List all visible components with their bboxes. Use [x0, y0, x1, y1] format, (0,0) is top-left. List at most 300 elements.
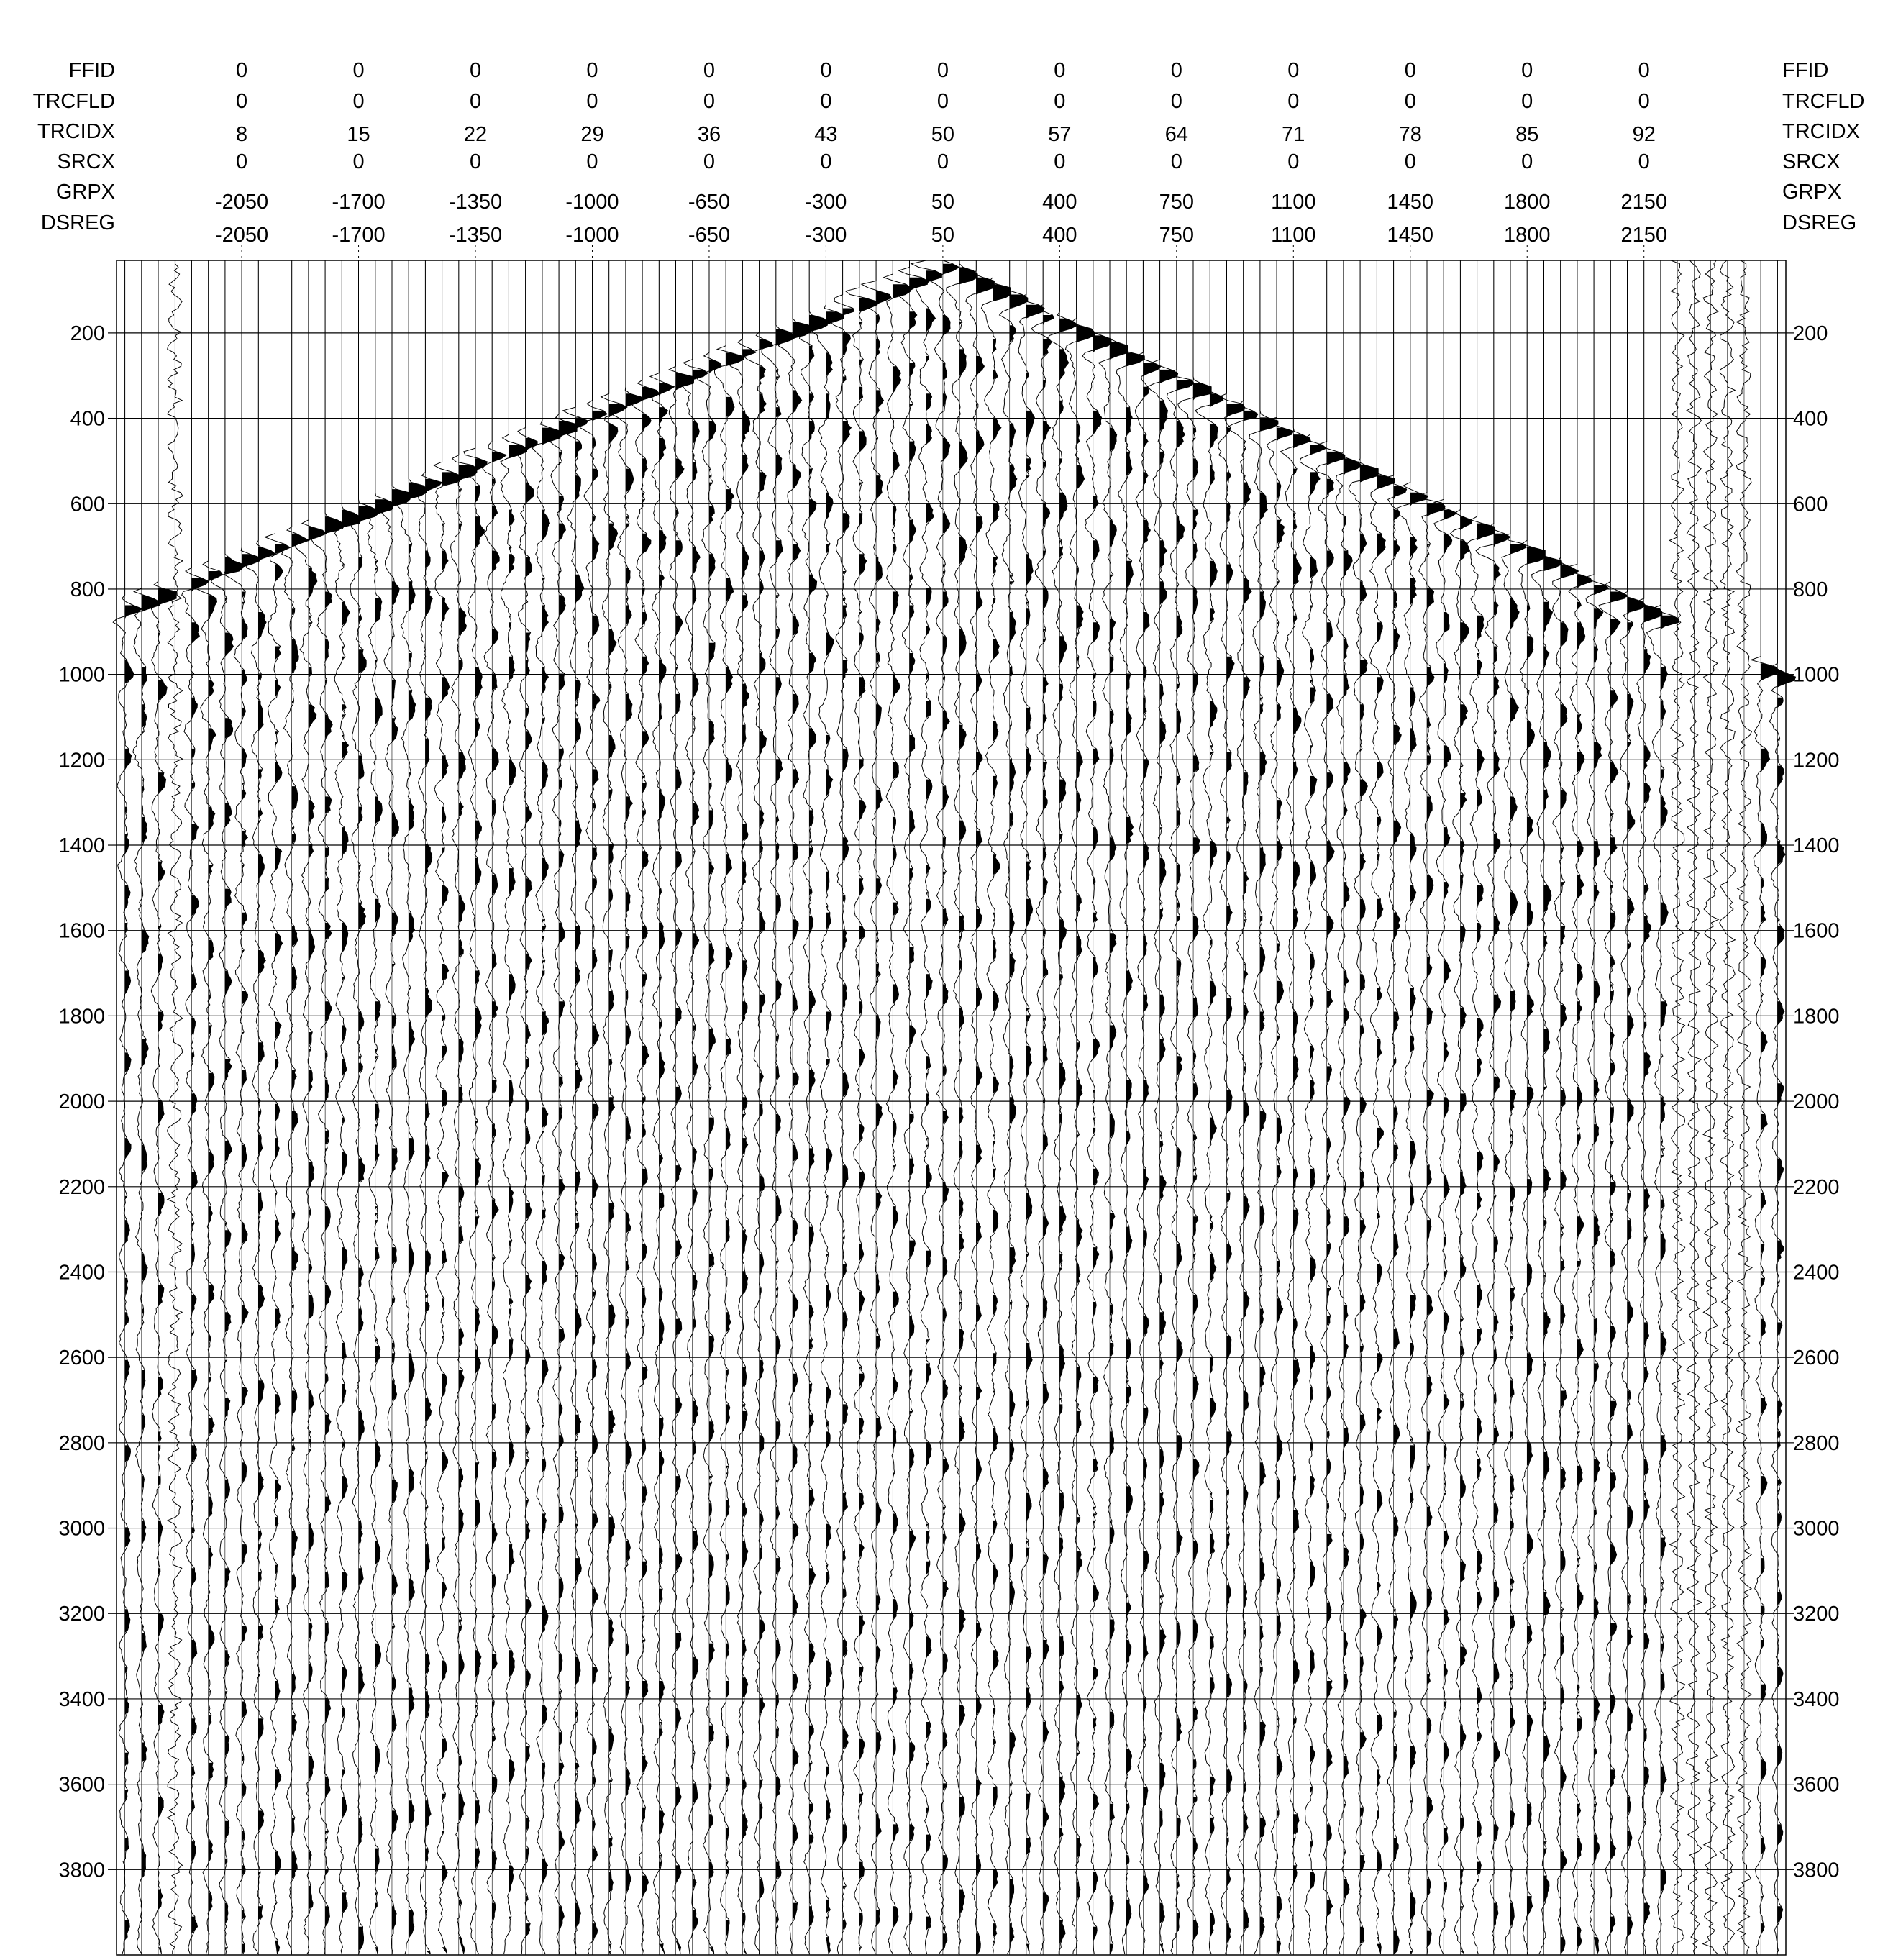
trace-wiggle: [683, 260, 708, 1954]
trace-fill: [158, 588, 176, 1954]
trace-33: [650, 260, 675, 1955]
trace-wiggle: [1098, 260, 1128, 1954]
time-tick-label-right: 400: [1793, 407, 1828, 431]
trace-18: [397, 260, 427, 1955]
trace-5: [182, 260, 209, 1955]
header-value-grpx: -300: [805, 191, 847, 214]
header-value-dsreg: -2050: [214, 224, 269, 247]
trace-fill: [275, 544, 290, 1954]
header-row-label-right: SRCX: [1782, 150, 1841, 173]
trace-wiggle: [1336, 260, 1362, 1954]
trace-wiggle: [182, 260, 209, 1954]
trace-wiggle: [151, 260, 176, 1954]
trace-fill: [626, 393, 642, 1892]
time-tick-label-left: 2200: [58, 1175, 105, 1199]
trace-wiggle: [1082, 260, 1111, 1954]
header-value-trcfld: 0: [1638, 90, 1650, 113]
header-value-ffid: 0: [1287, 59, 1300, 82]
trace-fill: [609, 404, 627, 1954]
trace-98: [1736, 260, 1752, 1955]
trace-65: [1178, 260, 1212, 1955]
trace-wiggle: [549, 260, 577, 1954]
trace-fill: [1628, 598, 1646, 1937]
header-value-grpx: -1000: [565, 191, 619, 214]
header-value-trcfld: 0: [352, 90, 365, 113]
header-value-dsreg: -300: [805, 224, 847, 247]
trace-wiggle: [778, 260, 811, 1954]
trace-fill: [125, 606, 142, 1941]
header-value-trcidx: 64: [1164, 123, 1188, 146]
trace-fill: [1610, 592, 1627, 1934]
time-tick-label-right: 3800: [1793, 1859, 1840, 1882]
trace-wiggle: [800, 260, 828, 1954]
trace-68: [1227, 260, 1258, 1955]
time-tick-label-left: 2000: [58, 1090, 105, 1114]
trace-29: [578, 260, 607, 1955]
trace-20: [434, 260, 460, 1955]
time-tick-label-left: 1600: [58, 919, 105, 943]
trace-66: [1195, 260, 1223, 1955]
header-value-trcfld: 0: [1521, 90, 1533, 113]
time-tick-label-right: 3200: [1793, 1603, 1840, 1626]
time-tick-label-right: 1800: [1793, 1005, 1840, 1029]
time-tick-label-right: 2200: [1793, 1175, 1840, 1199]
trace-100: [1769, 260, 1796, 1955]
trace-wiggle: [1300, 260, 1326, 1954]
trace-28: [563, 260, 588, 1955]
trace-wiggle: [133, 260, 160, 1954]
trace-91: [1620, 260, 1646, 1955]
trace-fill: [1394, 486, 1407, 1954]
trace-99: [1751, 260, 1779, 1955]
trace-fill: [1293, 434, 1310, 1882]
trace-fill: [425, 479, 442, 1954]
header-value-ffid: 0: [1170, 59, 1182, 82]
trace-79: [1416, 260, 1445, 1955]
header-value-ffid: 0: [1521, 59, 1533, 82]
trace-42: [800, 260, 828, 1955]
trace-92: [1636, 260, 1662, 1955]
header-value-trcfld: 0: [236, 90, 248, 113]
trace-95: [1686, 260, 1701, 1955]
time-tick-label-left: 1400: [58, 834, 105, 858]
trace-46: [862, 260, 891, 1955]
trace-2: [133, 260, 160, 1955]
trace-59: [1082, 260, 1111, 1955]
trace-94: [1669, 260, 1685, 1955]
trace-fill: [1761, 663, 1779, 1933]
trace-fill: [760, 339, 773, 1900]
trace-wiggle: [1519, 260, 1546, 1954]
time-tick-label-left: 1800: [58, 1005, 105, 1029]
trace-wiggle: [1416, 260, 1445, 1954]
header-row-label-right: GRPX: [1782, 181, 1842, 204]
trace-63: [1147, 260, 1177, 1955]
header-value-trcfld: 0: [469, 90, 482, 113]
trace-38: [728, 260, 755, 1955]
header-value-trcidx: 85: [1515, 123, 1539, 146]
trace-fill: [1360, 465, 1378, 1944]
time-tick-label-left: 1000: [58, 663, 105, 687]
time-tick-label-left: 3200: [58, 1603, 105, 1626]
header-value-dsreg: 750: [1159, 224, 1195, 247]
trace-74: [1336, 260, 1362, 1955]
trace-wiggle: [1636, 260, 1662, 1954]
trace-fill: [1026, 305, 1044, 1954]
trace-70: [1264, 260, 1294, 1955]
trace-fill: [258, 547, 275, 1920]
header-value-ffid: 0: [936, 59, 949, 82]
trace-wiggle: [966, 260, 995, 1954]
trace-wiggle: [282, 260, 309, 1954]
header-value-ffid: 0: [469, 59, 482, 82]
trace-fill: [475, 458, 487, 1954]
trace-49: [911, 260, 942, 1955]
header-value-trcfld: 0: [936, 90, 949, 113]
trace-fill: [292, 534, 309, 1879]
trace-wiggle: [1264, 260, 1294, 1954]
header-value-dsreg: -1700: [332, 224, 386, 247]
header-value-dsreg: 400: [1042, 224, 1077, 247]
time-tick-label-left: 400: [70, 407, 105, 431]
trace-wiggle: [1476, 260, 1510, 1954]
trace-67: [1218, 260, 1245, 1955]
time-tick-label-left: 2600: [58, 1346, 105, 1370]
header-value-srcx: 0: [1287, 150, 1300, 173]
time-tick-label-right: 3600: [1793, 1773, 1840, 1797]
trace-55: [1018, 260, 1044, 1955]
trace-30: [601, 260, 627, 1955]
header-value-dsreg: 2150: [1620, 224, 1667, 247]
time-tick-label-right: 600: [1793, 493, 1828, 516]
trace-fill: [1777, 670, 1795, 1923]
trace-wiggle: [532, 260, 560, 1954]
trace-31: [611, 260, 642, 1955]
time-grid-lines: [117, 333, 1786, 1869]
header-value-grpx: 2150: [1620, 191, 1667, 214]
trace-fill: [943, 264, 959, 1951]
time-tick-label-right: 2600: [1793, 1346, 1840, 1370]
trace-fill: [1093, 335, 1111, 1940]
trace-96: [1703, 260, 1719, 1955]
trace-fill: [492, 452, 506, 1920]
header-value-srcx: 0: [1170, 150, 1182, 173]
trace-75: [1349, 260, 1378, 1955]
trace-fill: [392, 489, 410, 1931]
trace-14: [334, 260, 360, 1955]
trace-fill: [1444, 510, 1457, 1924]
trace-fill: [526, 438, 538, 1937]
trace-72: [1300, 260, 1326, 1955]
trace-4: [168, 260, 183, 1955]
trace-32: [631, 260, 660, 1955]
time-axis-right: [1786, 322, 1840, 1882]
trace-17: [382, 260, 410, 1955]
trace-7: [211, 260, 243, 1955]
trace-fill: [409, 483, 427, 1938]
trace-wiggle: [1116, 260, 1144, 1954]
header-value-trcfld: 0: [703, 90, 716, 113]
header-value-grpx: 1100: [1271, 191, 1316, 214]
trace-fill: [910, 278, 928, 1954]
trace-58: [1065, 260, 1094, 1955]
header-value-trcfld: 0: [1287, 90, 1300, 113]
trace-wiggle: [211, 260, 243, 1954]
trace-wiggle: [1218, 260, 1245, 1954]
header-value-ffid: 0: [236, 59, 248, 82]
trace-fill: [976, 278, 994, 1954]
trace-fill: [793, 322, 811, 1920]
time-tick-label-right: 1000: [1793, 663, 1840, 687]
header-value-dsreg: -1350: [448, 224, 503, 247]
trace-52: [966, 260, 995, 1955]
trace-wiggle: [1394, 260, 1428, 1954]
time-tick-label-left: 2800: [58, 1431, 105, 1455]
header-value-trcfld: 0: [820, 90, 832, 113]
trace-wiggle: [1280, 260, 1310, 1954]
trace-wiggle: [715, 260, 744, 1954]
header-value-srcx: 0: [1521, 150, 1533, 173]
header-value-grpx: 1800: [1503, 191, 1551, 214]
header-value-ffid: 0: [352, 59, 365, 82]
header-value-grpx: 50: [931, 191, 955, 214]
trace-fill: [1460, 516, 1472, 1954]
trace-fill: [542, 428, 560, 1954]
header-row-label-right: FFID: [1782, 59, 1829, 82]
trace-wiggle: [247, 260, 275, 1954]
trace-wiggle: [1369, 260, 1395, 1954]
trace-wiggle: [611, 260, 642, 1954]
trace-9: [247, 260, 275, 1955]
trace-wiggle: [884, 260, 911, 1954]
time-tick-label-left: 200: [70, 322, 105, 345]
trace-43: [813, 260, 844, 1955]
trace-97: [1720, 260, 1736, 1955]
trace-wiggle: [451, 260, 477, 1954]
trace-54: [1000, 260, 1028, 1955]
trace-fill: [1544, 557, 1562, 1903]
trace-41: [778, 260, 811, 1955]
trace-fill: [1561, 565, 1579, 1954]
header-row-label-left: SRCX: [57, 150, 115, 173]
trace-fill: [442, 472, 460, 1954]
header-row-label-left: GRPX: [55, 181, 115, 204]
trace-56: [1031, 260, 1054, 1955]
trace-wiggle: [947, 260, 978, 1954]
trace-1: [113, 260, 142, 1955]
trace-wiggle: [830, 260, 854, 1954]
trace-wiggle: [743, 260, 773, 1954]
header-value-grpx: -1350: [448, 191, 503, 214]
header-value-trcidx: 57: [1048, 123, 1072, 146]
trace-76: [1369, 260, 1395, 1955]
trace-6: [194, 260, 222, 1955]
trace-90: [1599, 260, 1627, 1955]
time-tick-label-right: 2000: [1793, 1090, 1840, 1114]
trace-25: [518, 260, 538, 1955]
header-value-ffid: 0: [820, 59, 832, 82]
header-value-srcx: 0: [1404, 150, 1416, 173]
header-value-dsreg: -1000: [565, 224, 619, 247]
trace-78: [1394, 260, 1428, 1955]
trace-fill: [559, 421, 577, 1931]
time-axis-left: [58, 322, 117, 1882]
header-value-trcidx: 43: [814, 123, 838, 146]
header-value-trcidx: 15: [347, 123, 370, 146]
trace-37: [715, 260, 744, 1955]
trace-24: [501, 260, 527, 1955]
trace-44: [830, 260, 854, 1955]
trace-89: [1583, 260, 1609, 1955]
trace-fill: [726, 352, 744, 1954]
trace-fill: [459, 465, 477, 1954]
header-value-grpx: -1700: [332, 191, 386, 214]
header-value-srcx: 0: [586, 150, 598, 173]
header-value-grpx: 400: [1042, 191, 1077, 214]
header-value-trcfld: 0: [586, 90, 598, 113]
time-tick-label-right: 1600: [1793, 919, 1840, 943]
trace-57: [1047, 260, 1077, 1955]
header-value-dsreg: 1450: [1387, 224, 1434, 247]
time-tick-label-right: 3000: [1793, 1517, 1840, 1541]
header-value-trcidx: 50: [931, 123, 955, 146]
trace-fill: [843, 309, 854, 1931]
header-value-trcidx: 78: [1398, 123, 1422, 146]
trace-wiggle: [1502, 260, 1527, 1954]
header-row-label-left: TRCFLD: [32, 90, 115, 113]
trace-10: [265, 260, 290, 1955]
trace-71: [1280, 260, 1310, 1955]
header-value-grpx: -650: [688, 191, 730, 214]
trace-fill: [225, 557, 243, 1951]
trace-22: [464, 260, 488, 1955]
trace-fill: [1010, 295, 1028, 1944]
trace-fill: [1277, 428, 1293, 1954]
trace-51: [947, 260, 978, 1955]
trace-87: [1553, 260, 1579, 1955]
trace-fill: [993, 284, 1011, 1943]
trace-wiggle: [1195, 260, 1223, 1954]
time-tick-label-right: 1400: [1793, 834, 1840, 858]
trace-fill: [1210, 393, 1223, 1937]
trace-fill: [575, 417, 588, 1926]
header-value-grpx: 1450: [1387, 191, 1434, 214]
time-tick-label-right: 800: [1793, 578, 1828, 601]
trace-fill: [1577, 575, 1592, 1948]
trace-wiggle: [113, 260, 142, 1954]
header-value-dsreg: 1100: [1271, 224, 1316, 247]
trace-wiggle: [382, 260, 410, 1954]
header-value-dsreg: -650: [688, 224, 730, 247]
header-row-label-right: TRCIDX: [1782, 120, 1860, 143]
trace-fill: [893, 284, 911, 1927]
time-tick-label-left: 3400: [58, 1687, 105, 1711]
trace-fill: [1494, 534, 1510, 1927]
trace-69: [1249, 260, 1278, 1955]
wiggle-traces: [113, 260, 1795, 1955]
trace-84: [1502, 260, 1527, 1955]
header-value-grpx: 750: [1159, 191, 1195, 214]
trace-53: [981, 260, 1011, 1955]
trace-wiggle: [1751, 260, 1779, 1954]
header-row-label-right: TRCFLD: [1782, 90, 1865, 113]
time-tick-label-left: 3600: [58, 1773, 105, 1797]
trace-wiggle: [501, 260, 527, 1954]
header-row-label-left: FFID: [68, 59, 115, 82]
trace-wiggle: [728, 260, 755, 1954]
time-tick-label-left: 3800: [58, 1859, 105, 1882]
trace-fill: [1177, 380, 1194, 1933]
header-value-trcidx: 22: [463, 123, 488, 146]
trace-61: [1116, 260, 1144, 1955]
trace-23: [483, 260, 506, 1955]
header-value-trcidx: 36: [697, 123, 721, 146]
header-row-label-left: DSREG: [40, 211, 115, 234]
header-value-grpx: -2050: [214, 191, 269, 214]
trace-39: [743, 260, 773, 1955]
header-value-srcx: 0: [469, 150, 482, 173]
header-value-srcx: 0: [352, 150, 365, 173]
time-tick-label-right: 200: [1793, 322, 1828, 345]
header-value-ffid: 0: [703, 59, 716, 82]
trace-fill: [826, 311, 844, 1954]
trace-fill: [191, 578, 209, 1934]
trace-wiggle: [1147, 260, 1177, 1954]
trace-wiggle: [650, 260, 675, 1954]
trace-83: [1476, 260, 1510, 1955]
trace-80: [1433, 260, 1457, 1955]
trace-wiggle: [296, 260, 327, 1954]
time-tick-label-right: 1200: [1793, 749, 1840, 772]
trace-header-annotations: [33, 59, 1865, 260]
trace-11: [282, 260, 309, 1955]
trace-wiggle: [434, 260, 460, 1954]
trace-60: [1098, 260, 1128, 1955]
trace-fill: [1510, 544, 1526, 1927]
trace-86: [1532, 260, 1562, 1955]
trace-fill: [375, 499, 393, 1954]
trace-fill: [1160, 370, 1178, 1954]
trace-fill: [742, 349, 755, 1954]
header-value-trcidx: 92: [1632, 123, 1656, 146]
trace-88: [1564, 260, 1592, 1955]
time-tick-label-left: 1200: [58, 749, 105, 772]
trace-47: [884, 260, 911, 1955]
header-value-ffid: 0: [1404, 59, 1416, 82]
trace-36: [696, 260, 721, 1955]
time-tick-label-right: 2400: [1793, 1261, 1840, 1285]
header-value-trcfld: 0: [1170, 90, 1182, 113]
trace-13: [311, 260, 343, 1955]
time-tick-label-left: 2400: [58, 1261, 105, 1285]
trace-wiggle: [1018, 260, 1044, 1954]
header-value-trcfld: 0: [1054, 90, 1066, 113]
trace-wiggle: [1031, 260, 1054, 1954]
header-value-trcidx: 29: [580, 123, 604, 146]
header-value-trcidx: 8: [236, 123, 248, 146]
trace-77: [1379, 260, 1407, 1955]
header-value-dsreg: 50: [931, 224, 955, 247]
header-value-srcx: 0: [236, 150, 248, 173]
trace-fill: [359, 506, 377, 1951]
header-value-ffid: 0: [1054, 59, 1066, 82]
trace-fill: [309, 527, 327, 1910]
trace-34: [669, 260, 693, 1955]
trace-fill: [709, 360, 721, 1954]
time-tick-label-left: 3000: [58, 1517, 105, 1541]
trace-wiggle: [1553, 260, 1579, 1954]
header-value-srcx: 0: [936, 150, 949, 173]
